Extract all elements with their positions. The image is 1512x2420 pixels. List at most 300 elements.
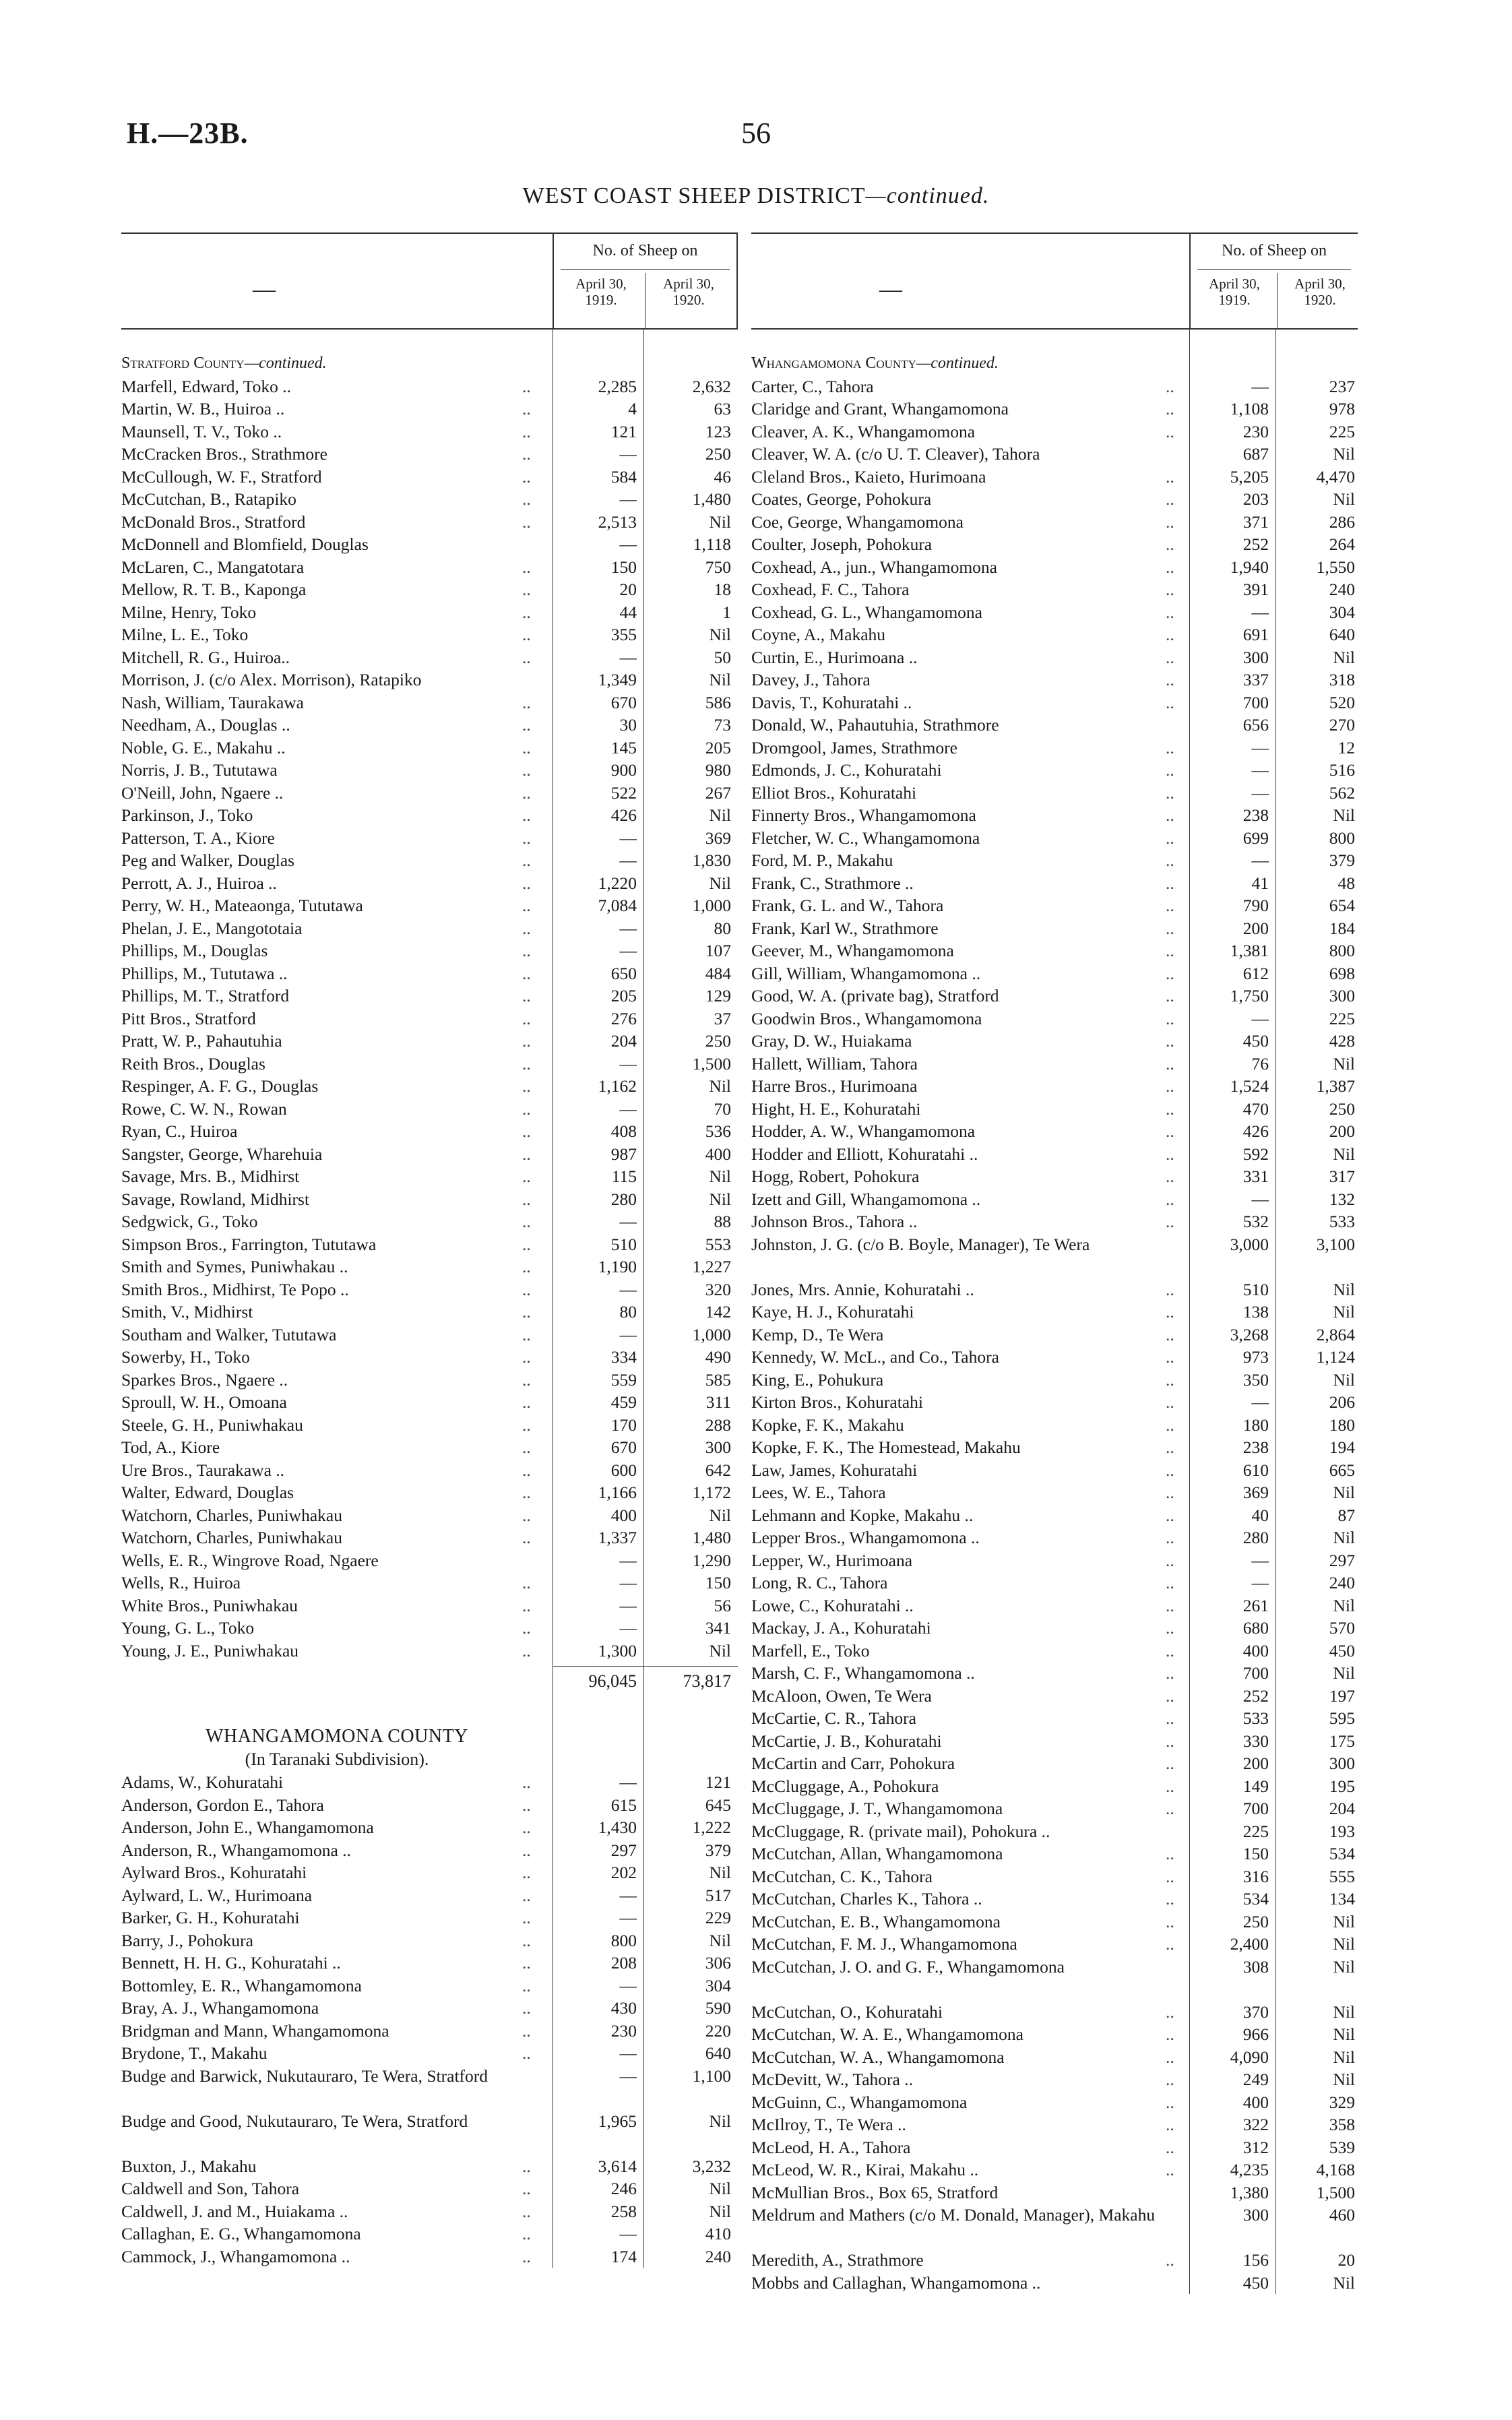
sheep-1919-value: 1,162	[598, 1076, 637, 1096]
sheep-1920-value: 240	[1329, 580, 1355, 599]
table-row	[121, 1278, 738, 1301]
sheep-1919-value: 371	[1242, 511, 1269, 532]
table-row	[121, 782, 738, 805]
leader-dots: ..	[1166, 602, 1174, 622]
sheep-1920-value: 698	[1329, 963, 1355, 983]
sheep-1919-value: 615	[610, 1795, 637, 1815]
leader-dots: ..	[1166, 399, 1174, 418]
sheep-1919-value: 700	[1242, 1663, 1269, 1683]
sheep-1919-value: 966	[1242, 2024, 1269, 2044]
sheep-1920-value: 184	[1329, 918, 1355, 938]
owner-name: Fletcher, W. C., Whangamomona	[751, 828, 980, 848]
sheep-1920-value: Nil	[1333, 2272, 1355, 2293]
table-row	[751, 1165, 1358, 1188]
table-row	[751, 1617, 1358, 1640]
table-row	[751, 1120, 1358, 1143]
owner-name: Sangster, George, Wharehuia	[121, 1144, 323, 1164]
table-row	[751, 1324, 1358, 1346]
owner-name: Marfell, E., Toko	[751, 1640, 870, 1661]
table-row	[121, 1143, 738, 1166]
owner-name: Bray, A. J., Whangamomona	[121, 1998, 319, 2018]
sheep-1919-value: 202	[610, 1863, 637, 1882]
table-row	[751, 1391, 1358, 1414]
sheep-1920-value: 320	[705, 1279, 731, 1299]
sheep-1920-value: 225	[1329, 421, 1355, 441]
owner-name: McCluggage, A., Pohokura	[751, 1776, 939, 1796]
leader-dots: ..	[522, 1930, 531, 1950]
leader-dots: ..	[1166, 1098, 1174, 1119]
table-row	[121, 488, 738, 511]
sheep-1920-value: Nil	[1333, 2070, 1355, 2089]
table-row	[121, 1346, 738, 1369]
leader-dots: ..	[522, 511, 531, 532]
table-row	[751, 827, 1358, 850]
leader-dots: ..	[1166, 1008, 1174, 1028]
leader-dots: ..	[522, 489, 531, 509]
table-row	[751, 1459, 1358, 1482]
sheep-1920-value: 329	[1329, 2092, 1355, 2112]
leader-dots: ..	[1166, 625, 1174, 644]
owner-name: Wells, R., Huiroa	[121, 1573, 241, 1592]
leader-dots: ..	[522, 2201, 531, 2221]
owner-name: Bennett, H. H. G., Kohuratahi ..	[121, 1953, 341, 1973]
table-row	[751, 2272, 1358, 2295]
sheep-1919-value: —	[619, 1908, 637, 1927]
leader-dots: ..	[522, 918, 531, 938]
year-1920-label: April 30, 1920.	[1294, 276, 1346, 308]
sheep-1919-value: 2,400	[1230, 1934, 1269, 1954]
table-row	[121, 1414, 738, 1437]
leader-dots: ..	[1166, 1550, 1174, 1570]
sheep-1920-value: Nil	[1333, 1528, 1355, 1547]
owner-name: Kemp, D., Te Wera	[751, 1324, 884, 1344]
leader-dots: ..	[522, 1279, 531, 1299]
table-row	[751, 1572, 1358, 1594]
sheep-1919-value: —	[619, 1595, 637, 1615]
sheep-1920-value: 1,100	[692, 2066, 731, 2086]
sheep-1919-value: —	[619, 2043, 637, 2063]
owner-name: Good, W. A. (private bag), Stratford	[751, 986, 999, 1005]
table-row	[751, 782, 1358, 805]
owner-name: McIlroy, T., Te Wera ..	[751, 2115, 906, 2134]
table-row	[121, 1549, 738, 1572]
leader-dots: ..	[522, 2246, 531, 2266]
sheep-1920-value: 1,480	[692, 489, 731, 509]
owner-name: Goodwin Bros., Whangamomona	[751, 1008, 982, 1028]
sheep-1920-value: 4,168	[1316, 2160, 1355, 2179]
table-row	[121, 1884, 738, 1907]
sheep-1920-value: 428	[1329, 1031, 1355, 1051]
leader-dots: ..	[522, 737, 531, 757]
sheep-1920-value: 534	[1329, 1844, 1355, 1863]
sheep-1920-value: 490	[705, 1347, 731, 1367]
owner-name: White Bros., Puniwhakau	[121, 1595, 298, 1615]
leader-dots: ..	[1166, 670, 1174, 689]
table-row	[751, 1888, 1358, 1911]
sheep-1920-value: 536	[705, 1121, 731, 1141]
leader-dots: ..	[1166, 1460, 1174, 1480]
table-row	[751, 804, 1358, 827]
sheep-1919-value: 44	[619, 602, 637, 622]
table-row	[121, 2245, 738, 2268]
table-row	[751, 1278, 1358, 1301]
owner-name: Ryan, C., Huiroa	[121, 1121, 238, 1141]
owner-name: Anderson, John E., Whangamomona	[121, 1818, 374, 1837]
sheep-1919-value: —	[1251, 1550, 1269, 1570]
sheep-1920-value: Nil	[709, 2201, 731, 2221]
owner-name: Jones, Mrs. Annie, Kohuratahi ..	[751, 1279, 974, 1299]
sheep-1919-value: 430	[610, 1998, 637, 2018]
sheep-1919-value: —	[619, 1885, 637, 1905]
owner-name: Watchorn, Charles, Puniwhakau	[121, 1528, 342, 1547]
table-row	[751, 872, 1358, 895]
leader-dots: ..	[1166, 805, 1174, 825]
leader-dots: ..	[522, 444, 531, 464]
sheep-1919-value: 3,000	[1230, 1234, 1269, 1254]
sheep-1920-value: Nil	[709, 1930, 731, 1950]
owner-name: Long, R. C., Tahora	[751, 1573, 888, 1592]
sheep-1919-value: 200	[1242, 1754, 1269, 1773]
table-row	[121, 623, 738, 646]
owner-name: Tod, A., Kiore	[121, 1437, 220, 1457]
table-row	[121, 1640, 738, 1663]
leader-dots: ..	[1166, 647, 1174, 667]
sheep-1920-value: 197	[1329, 1685, 1355, 1706]
sheep-1919-value: 426	[610, 805, 637, 825]
sheep-1919-value: 973	[1242, 1347, 1269, 1367]
table-row	[751, 691, 1358, 714]
owner-name: Kopke, F. K., The Homestead, Makahu	[751, 1437, 1021, 1457]
table-row	[121, 962, 738, 985]
leader-dots: ..	[1166, 1573, 1174, 1592]
sheep-1919-value: 1,337	[598, 1528, 637, 1547]
sheep-1919-value: 2,513	[598, 511, 637, 532]
sheep-1920-value: 12	[1337, 737, 1355, 757]
owner-name: Nash, William, Taurakawa	[121, 692, 304, 712]
sheep-1919-value: —	[619, 2224, 637, 2243]
table-row	[751, 1504, 1358, 1527]
sheep-1919-value: 400	[1242, 1640, 1269, 1661]
sheep-1920-value: 304	[705, 1975, 731, 1995]
page-title-suffix: —continued.	[865, 183, 990, 208]
leader-dots: ..	[1166, 2070, 1174, 2089]
sheep-1920-value: 1,000	[692, 896, 731, 915]
sheep-1919-value: 20	[619, 580, 637, 599]
owner-name: Lees, W. E., Tahora	[751, 1483, 886, 1502]
leader-dots: ..	[522, 760, 531, 780]
leader-dots: ..	[1166, 489, 1174, 509]
sheep-1920-value: 586	[705, 692, 731, 712]
sheep-1920-value: 70	[714, 1098, 731, 1119]
table-row	[751, 1301, 1358, 1324]
sheep-1919-value: —	[1251, 1008, 1269, 1028]
leader-dots: ..	[1166, 1640, 1174, 1661]
owner-name: Watchorn, Charles, Puniwhakau	[121, 1505, 342, 1525]
sheep-1920-value: 193	[1329, 1821, 1355, 1841]
table-row	[121, 1997, 738, 2020]
leader-dots: ..	[522, 2043, 531, 2063]
leader-dots: ..	[1166, 873, 1174, 893]
leader-dots: ..	[1166, 1708, 1174, 1728]
sheep-1919-value: 3,268	[1230, 1324, 1269, 1344]
table-row	[121, 398, 738, 421]
owner-name: Phillips, M., Douglas	[121, 941, 268, 960]
owner-name: Lepper Bros., Whangamomona ..	[751, 1528, 980, 1547]
owner-name: Harre Bros., Hurimoana	[751, 1076, 918, 1096]
leader-dots: ..	[522, 399, 531, 418]
leader-dots: ..	[1166, 2047, 1174, 2067]
owner-name: Frank, Karl W., Strathmore	[751, 918, 939, 938]
table-row	[751, 1143, 1358, 1166]
section-heading-whangamomona: WHANGAMOMONA COUNTY	[206, 1726, 468, 1747]
table-row	[121, 2020, 738, 2043]
sheep-1919-value: 4	[628, 399, 637, 418]
table-row	[121, 578, 738, 601]
owner-name: Phillips, M. T., Stratford	[121, 986, 290, 1005]
sheep-1919-value: 1,380	[1230, 2182, 1269, 2202]
table-row	[751, 1098, 1358, 1121]
leader-dots: ..	[522, 805, 531, 825]
table-row	[121, 1436, 738, 1459]
sheep-1919-value: —	[619, 828, 637, 848]
table-row	[751, 623, 1358, 646]
table-row	[121, 1165, 738, 1188]
sheep-1920-value: 107	[705, 941, 731, 960]
sheep-1920-value: Nil	[1333, 1956, 1355, 1977]
sheep-on-label: No. of Sheep on	[1222, 242, 1327, 259]
sheep-1920-value: Nil	[709, 670, 731, 689]
sheep-1919-value: 230	[610, 2020, 637, 2041]
owner-name: Pratt, W. P., Pahautuhia	[121, 1031, 282, 1051]
table-row	[121, 1233, 738, 1256]
sheep-1919-value: 5,205	[1230, 466, 1269, 487]
sheep-1920-value: 46	[714, 466, 731, 487]
leader-dots: ..	[522, 782, 531, 803]
owner-name: Walter, Edward, Douglas	[121, 1483, 294, 1502]
sheep-1920-value: 1,500	[1316, 2182, 1355, 2202]
sheep-1920-value: Nil	[1333, 2024, 1355, 2044]
table-row	[121, 646, 738, 669]
owner-name: Barry, J., Pohokura	[121, 1930, 253, 1950]
table-row	[121, 849, 738, 872]
leader-dots: ..	[522, 580, 531, 599]
owner-name: McMullian Bros., Box 65, Stratford	[751, 2182, 999, 2202]
owner-name: Savage, Rowland, Midhirst	[121, 1189, 310, 1209]
sheep-1920-value: 1,550	[1316, 557, 1355, 577]
table-row	[751, 1685, 1358, 1708]
leader-dots: ..	[1166, 1505, 1174, 1525]
leader-dots: ..	[1166, 782, 1174, 803]
section-suffix: —continued.	[916, 354, 999, 372]
owner-name: McLaren, C., Mangatotara	[121, 557, 305, 577]
sheep-1920-value: 640	[705, 2043, 731, 2063]
sheep-1920-value: 562	[1329, 782, 1355, 803]
owner-name: McCutchan, E. B., Whangamomona	[751, 1911, 1001, 1931]
leader-dots: ..	[1166, 1144, 1174, 1164]
owner-name: Coxhead, F. C., Tahora	[751, 580, 910, 599]
table-row	[751, 1188, 1358, 1211]
sheep-1919-value: 533	[1242, 1708, 1269, 1728]
owner-name: McCracken Bros., Strathmore	[121, 444, 327, 464]
sheep-1919-value: 2,285	[598, 376, 637, 396]
table-row	[121, 894, 738, 917]
sheep-1919-value: 350	[1242, 1369, 1269, 1390]
leader-dots: ..	[1166, 557, 1174, 577]
leader-dots: ..	[1166, 1437, 1174, 1457]
table-row	[121, 939, 738, 962]
leader-dots: ..	[522, 1121, 531, 1141]
leader-dots: ..	[522, 692, 531, 712]
table-row	[751, 2113, 1358, 2136]
table-row	[121, 1504, 738, 1527]
sheep-1920-value: 654	[1329, 896, 1355, 915]
owner-name: Noble, G. E., Makahu ..	[121, 737, 286, 757]
owner-name: Elliot Bros., Kohuratahi	[751, 782, 917, 803]
leader-dots: ..	[522, 1437, 531, 1457]
owner-name: McCartie, J. B., Kohuratahi	[751, 1731, 942, 1751]
leader-dots: ..	[522, 1528, 531, 1547]
leader-dots: ..	[1166, 692, 1174, 712]
leader-dots: ..	[522, 1840, 531, 1860]
sheep-1920-value: 37	[714, 1008, 731, 1028]
sheep-1919-value: —	[619, 1053, 637, 1074]
owner-name: Kennedy, W. McL., and Co., Tahora	[751, 1347, 999, 1367]
leader-dots: ..	[522, 1167, 531, 1186]
sheep-1919-value: 115	[611, 1167, 637, 1186]
leader-dots: ..	[1166, 1369, 1174, 1390]
table-row	[751, 2091, 1358, 2114]
sheep-1920-value: 204	[1329, 1799, 1355, 1818]
sheep-1919-value: 687	[1242, 444, 1269, 464]
sheep-1919-value: 612	[1242, 963, 1269, 983]
table-row	[121, 601, 738, 624]
leader-dots: ..	[1166, 941, 1174, 960]
table-row	[121, 1975, 738, 1997]
owner-name: McDonnell and Blomfield, Douglas	[121, 534, 369, 554]
sheep-1920-value: Nil	[1333, 1144, 1355, 1164]
sheep-1920-value: 129	[705, 986, 731, 1005]
sheep-1919-value: —	[619, 918, 637, 938]
leader-dots: ..	[522, 1640, 531, 1661]
owner-name: O'Neill, John, Ngaere ..	[121, 782, 284, 803]
owner-name: McCutchan, Allan, Whangamomona	[751, 1844, 1003, 1863]
owner-name: Coe, George, Whangamomona	[751, 511, 964, 532]
sheep-1919-value: 370	[1242, 2002, 1269, 2022]
owner-name: Perrott, A. J., Huiroa ..	[121, 873, 277, 893]
owner-name: Carter, C., Tahora	[751, 376, 874, 396]
sheep-1919-value: 800	[610, 1930, 637, 1950]
leader-dots: ..	[522, 1863, 531, 1882]
leader-dots: ..	[1166, 1302, 1174, 1322]
table-row	[121, 1098, 738, 1121]
owner-name: Aylward, L. W., Hurimoana	[121, 1885, 313, 1905]
leader-dots: ..	[522, 1098, 531, 1119]
owner-name: Kopke, F. K., Makahu	[751, 1415, 904, 1435]
table-row	[121, 1369, 738, 1392]
sheep-columns-header	[1189, 234, 1358, 328]
sheep-1919-value: —	[1251, 1573, 1269, 1592]
table-row	[121, 2177, 738, 2200]
owner-name: Wells, E. R., Wingrove Road, Ngaere	[121, 1550, 379, 1570]
right-table-header	[751, 232, 1358, 330]
table-row	[751, 2001, 1358, 2024]
name-column-header: —	[879, 277, 902, 302]
table-row	[121, 714, 738, 737]
owner-name: McCluggage, J. T., Whangamomona	[751, 1799, 1003, 1818]
owner-name: King, E., Pohukura	[751, 1369, 884, 1390]
owner-name: Dromgool, James, Strathmore	[751, 737, 957, 757]
sheep-1920-value: Nil	[1333, 1663, 1355, 1683]
sheep-1920-value: 570	[1329, 1618, 1355, 1638]
sheep-1920-value: 539	[1329, 2137, 1355, 2157]
table-row	[751, 1707, 1358, 1730]
page-title-main: WEST COAST SHEEP DISTRICT	[522, 183, 866, 208]
table-row	[121, 1572, 738, 1594]
sheep-1920-value: 150	[705, 1573, 731, 1592]
table-row	[751, 2249, 1358, 2272]
leader-dots: ..	[1166, 963, 1174, 983]
table-row	[751, 1526, 1358, 1549]
leader-dots: ..	[1166, 986, 1174, 1005]
leader-dots: ..	[1166, 466, 1174, 487]
owner-name: McCutchan, W. A., Whangamomona	[751, 2047, 1005, 2067]
owner-name: McGuinn, C., Whangamomona	[751, 2092, 968, 2112]
owner-name: Southam and Walker, Tututawa	[121, 1324, 337, 1344]
owner-name: Claridge and Grant, Whangamomona	[751, 399, 1009, 418]
sheep-columns-header	[553, 234, 738, 328]
leader-dots: ..	[1166, 1595, 1174, 1615]
sheep-1919-value: 150	[610, 557, 637, 577]
leader-dots: ..	[522, 1144, 531, 1164]
sheep-1919-value: 3,614	[598, 2156, 637, 2176]
owner-name: Smith, V., Midhirst	[121, 1302, 253, 1322]
table-row	[121, 827, 738, 850]
sheep-1920-value: 1,222	[692, 1818, 731, 1837]
sheep-1919-value: 1,166	[598, 1483, 637, 1502]
sheep-1919-value: 1,381	[1230, 941, 1269, 960]
table-row	[751, 1053, 1358, 1076]
sheep-1919-value: 337	[1242, 670, 1269, 689]
sheep-1919-value: 510	[1242, 1279, 1269, 1299]
sheep-1919-value: 297	[610, 1840, 637, 1860]
table-row	[751, 375, 1358, 398]
sheep-1920-value: 175	[1329, 1731, 1355, 1751]
table-row	[121, 421, 738, 443]
owner-name: Patterson, T. A., Kiore	[121, 828, 275, 848]
leader-dots: ..	[522, 1189, 531, 1209]
sheep-1919-value: 300	[1242, 647, 1269, 667]
table-row	[751, 1956, 1358, 2001]
sheep-1919-value: —	[619, 489, 637, 509]
sheep-1920-value: 121	[705, 1772, 731, 1792]
owner-name: McCutchan, C. K., Tahora	[751, 1866, 933, 1886]
table-row	[121, 1210, 738, 1233]
owner-name: Gray, D. W., Huiakama	[751, 1031, 912, 1051]
leader-dots: ..	[522, 2020, 531, 2041]
leader-dots: ..	[1166, 1076, 1174, 1096]
sheep-1920-value: 142	[705, 1302, 731, 1322]
sheep-1920-value: 400	[705, 1144, 731, 1164]
table-row	[121, 1030, 738, 1053]
table-row	[751, 443, 1358, 466]
table-row	[751, 985, 1358, 1007]
owner-name: Morrison, J. (c/o Alex. Morrison), Ratapiko	[121, 670, 422, 689]
sheep-1919-value: —	[619, 1573, 637, 1592]
leader-dots: ..	[522, 1772, 531, 1792]
table-row	[751, 737, 1358, 759]
sheep-1920-value: 1,124	[1316, 1347, 1355, 1367]
table-row	[121, 1929, 738, 1952]
